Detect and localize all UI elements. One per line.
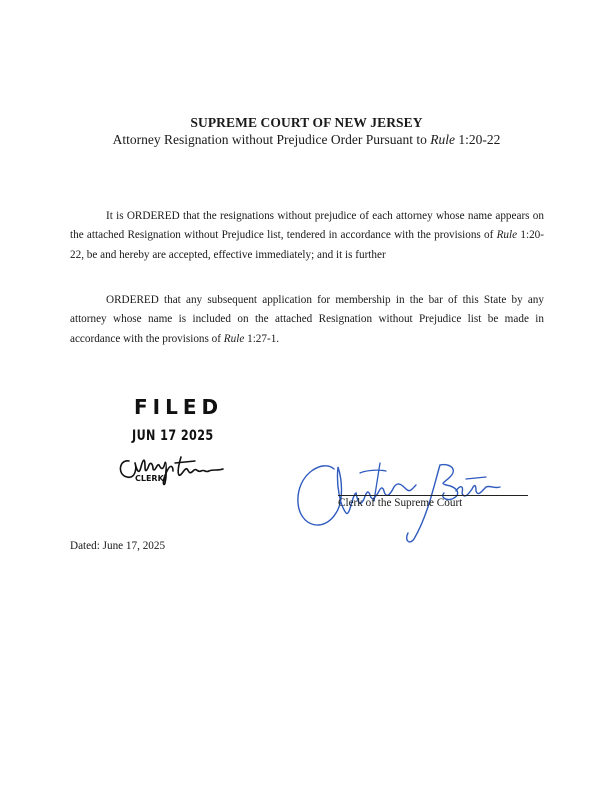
clerk-signature-block bbox=[290, 455, 540, 545]
subtitle-rule: Rule bbox=[430, 132, 455, 147]
para2-text-b: 1:27-1. bbox=[244, 332, 280, 345]
para2-rule: Rule bbox=[223, 332, 245, 345]
filed-stamp bbox=[115, 395, 245, 495]
subtitle-suffix: 1:20-22 bbox=[454, 132, 501, 147]
stamp-filed-label: FILED bbox=[134, 395, 224, 419]
order-paragraph-2 bbox=[70, 291, 544, 349]
para2-text-a: ORDERED that any subsequent application for membership in the bar of this State by any attorney whose name is included on the attached Resignation without Prejudice list be made in accordance with the provisions of bbox=[70, 294, 544, 345]
clerk-title: Clerk of the Supreme Court bbox=[338, 497, 463, 509]
para1-text-b: 1:20-22, be and hereby are accepted, effective immediately; and it is further bbox=[70, 229, 544, 261]
para1-rule: Rule bbox=[496, 229, 518, 242]
dated-line: Dated: June 17, 2025 bbox=[70, 540, 166, 552]
signature-line bbox=[338, 495, 528, 496]
para1-text-a: It is ORDERED that the resignations without prejudice of each attorney whose name appears on the attached Resignation without Prejudice list, tendered in accordance with the provisions of bbox=[70, 210, 544, 242]
stamp-signature bbox=[115, 449, 240, 489]
page-title: SUPREME COURT OF NEW JERSEY bbox=[190, 115, 423, 130]
order-subtitle bbox=[0, 132, 613, 148]
stamp-clerk-label: CLERK bbox=[135, 474, 164, 483]
order-paragraph-1 bbox=[70, 207, 544, 265]
stamp-date: JUN 17 2025 bbox=[132, 428, 214, 444]
subtitle-prefix: Attorney Resignation without Prejudice Order Pursuant to bbox=[112, 132, 431, 147]
